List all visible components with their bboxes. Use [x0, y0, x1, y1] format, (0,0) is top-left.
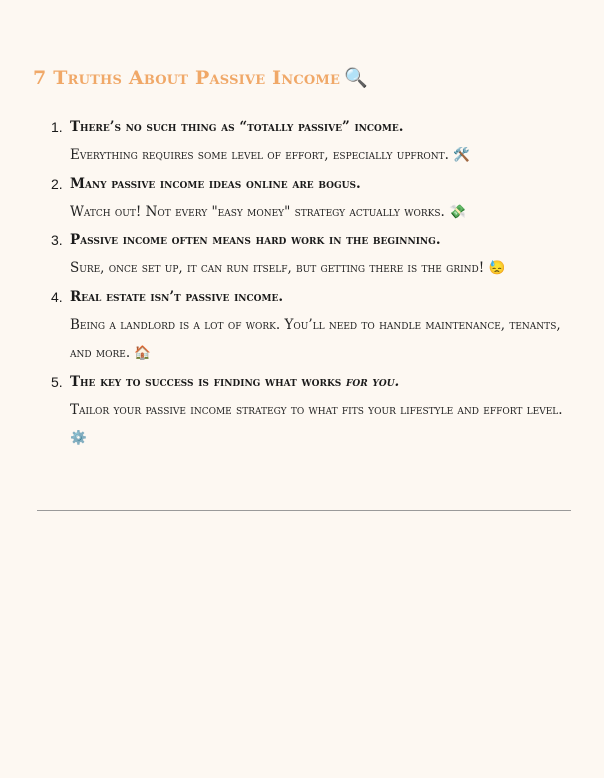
- item-number: 5.: [51, 373, 63, 390]
- item-heading: [70, 368, 570, 396]
- magnifying-glass-icon: 🔍: [344, 67, 368, 89]
- item-number: 4.: [51, 288, 63, 305]
- item-number: 3.: [51, 232, 63, 248]
- list-item: [51, 170, 570, 227]
- item-body: [70, 141, 570, 170]
- item-body-text: Tailor your passive income strategy to what fits your lifestyle and effort level.: [70, 401, 563, 418]
- page-title-text: 7 Truths About Passive Income: [33, 67, 341, 89]
- money-with-wings-icon: 💸: [449, 203, 466, 220]
- item-body: [70, 311, 570, 368]
- list-item: [51, 368, 570, 453]
- item-heading: There’s no such thing as “totally passive” income.: [70, 119, 404, 135]
- gear-icon: ⚙️: [70, 430, 87, 446]
- list-item: [51, 113, 570, 170]
- item-heading: Real estate isn’t passive income.: [70, 288, 284, 305]
- item-number: 1.: [51, 119, 63, 135]
- item-heading: Passive income often means hard work in the beginning.: [70, 232, 441, 248]
- item-heading-text: The key to success is finding what works: [70, 373, 342, 390]
- item-body: [70, 396, 570, 453]
- list-item: [51, 283, 570, 368]
- item-heading: Many passive income ideas online are bogus.: [70, 175, 361, 192]
- horizontal-divider: [37, 510, 571, 511]
- item-body-text: Everything requires some level of effort, especially upfront.: [70, 147, 449, 163]
- item-heading-emphasis: for you.: [346, 373, 400, 390]
- list-item: [51, 226, 570, 283]
- sweat-face-icon: 😓: [488, 260, 506, 276]
- item-number: 2.: [51, 175, 63, 192]
- item-body-text: Watch out! Not every "easy money" strategy actually works.: [70, 203, 445, 220]
- page-title: [33, 66, 368, 89]
- item-body: [70, 198, 570, 227]
- house-icon: 🏠: [134, 345, 152, 361]
- truths-list: [51, 113, 570, 453]
- tools-icon: 🛠️: [453, 147, 471, 163]
- item-body-text: Sure, once set up, it can run itself, but getting there is the grind!: [70, 260, 485, 276]
- item-body-text: Being a landlord is a lot of work. You’ll need to handle maintenance, tenants, and more.: [70, 316, 561, 361]
- item-body: [70, 254, 570, 283]
